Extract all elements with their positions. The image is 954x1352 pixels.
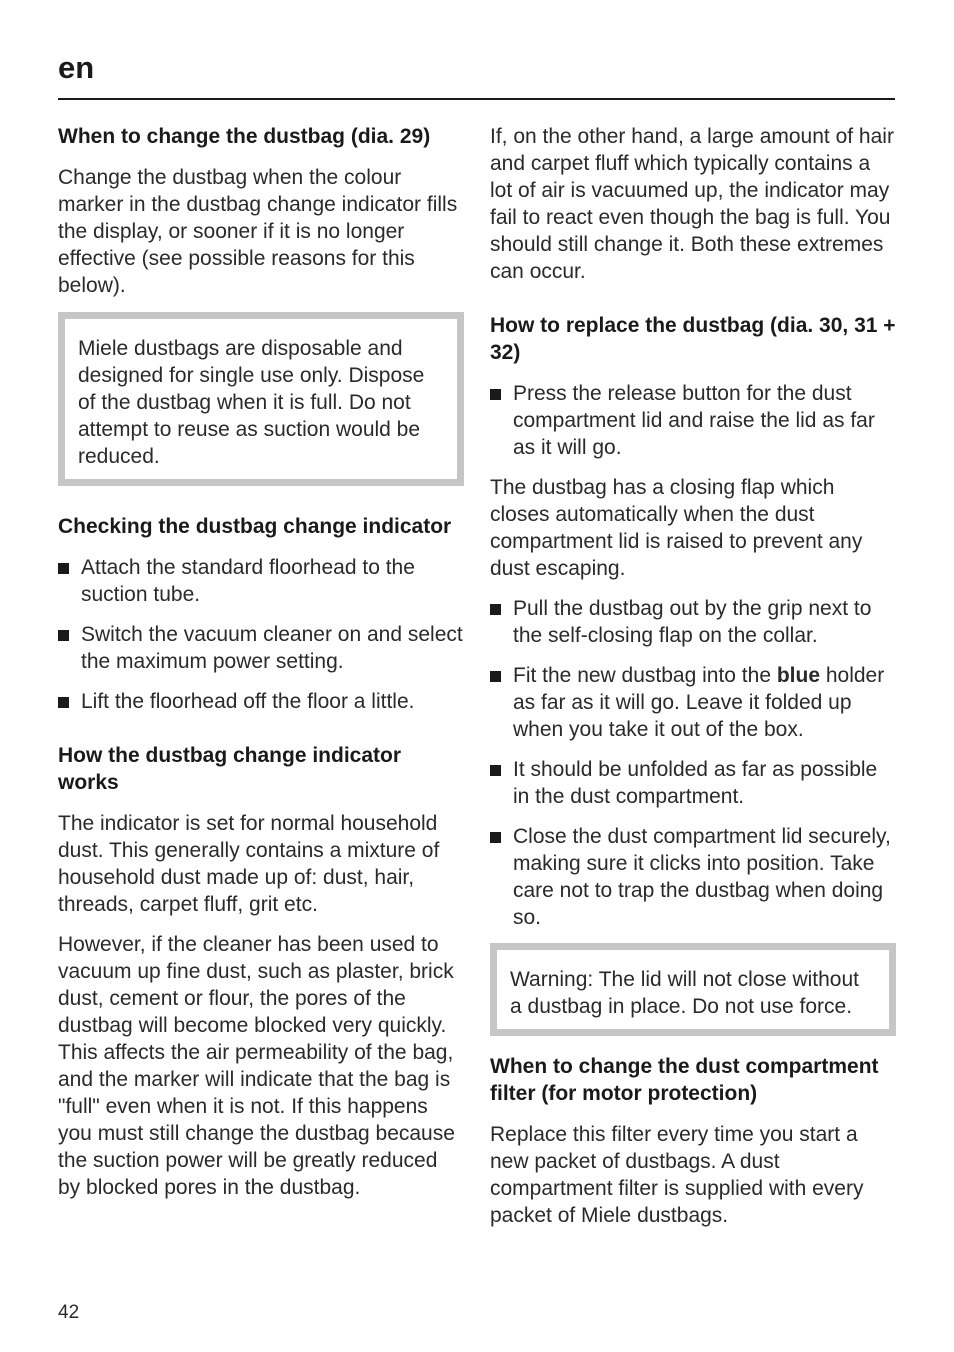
note-box [58,312,464,486]
header-divider [58,98,895,100]
paragraph: Change the dustbag when the colour marker in the dustbag change indicator fills the display, or sooner if it is no longer effective (see possible reasons for this below). [58,166,458,297]
list-item: Pull the dustbag out by the grip next to the self-closing flap on the collar. [490,595,896,649]
right-column [490,123,896,1229]
paragraph: The indicator is set for normal household dust. This generally contains a mixture of household dust made up of: dust, hair, threads, carpet fluff, grit etc. [58,812,440,916]
bullet-list [58,554,464,715]
bullet-square-icon [58,697,69,708]
list-item: Attach the standard floorhead to the suction tube. [58,554,464,608]
bullet-square-icon [58,630,69,641]
bullet-square-icon [490,765,501,776]
list-item: Close the dust compartment lid securely, making sure it clicks into position. Take care not to trap the dustbag when doing so. [490,823,896,931]
list-item: Press the release button for the dust compartment lid and raise the lid as far as it will go. [490,380,896,461]
language-code: en [58,50,95,85]
warning-text: Warning: The lid will not close without a dustbag in place. Do not use force. [510,968,859,1018]
list-item: Lift the floorhead off the floor a little. [58,688,464,715]
list-item: It should be unfolded as far as possible in the dust compartment. [490,756,896,810]
page-number: 42 [58,1302,80,1323]
bullet-list [490,380,896,461]
section-heading-dust-compartment-filter: When to change the dust compartment filter (for motor protection) [490,1055,879,1105]
section-heading-when-to-change: When to change the dustbag (dia. 29) [58,125,431,148]
left-column [58,123,464,1201]
bullet-square-icon [490,832,501,843]
note-text: Miele dustbags are disposable and designed for single use only. Dispose of the dustbag when it is full. Do not attempt to reuse as suction would be reduced. [78,337,425,468]
bullet-square-icon [490,671,501,682]
bullet-square-icon [58,563,69,574]
paragraph: Replace this filter every time you start a new packet of dustbags. A dust compartment filter is supplied with every packet of Miele dustbags. [490,1123,864,1227]
emphasis-blue: blue [776,664,821,687]
section-heading-how-indicator-works: How the dustbag change indicator works [58,744,402,794]
paragraph: If, on the other hand, a large amount of hair and carpet fluff which typically contains a lot of air is vacuumed up, the indicator may fail to react even though the bag is full. You should still change it. Both these extremes can occur. [490,125,894,283]
list-item: Fit the new dustbag into the blue holder as far as it will go. Leave it folded up when you take it out of the box. [490,662,896,743]
paragraph: However, if the cleaner has been used to vacuum up fine dust, such as plaster, brick dust, cement or flour, the pores of the dustbag will become blocked very quickly. This affects the air permeability of the bag, and the marker will indicate that the bag is "full" even when it is not. If this happens you must still change the dustbag because the suction power will be greatly reduced by blocked pores in the dustbag. [58,933,455,1199]
bullet-list [490,595,896,931]
bullet-square-icon [490,604,501,615]
warning-box [490,943,896,1036]
section-heading-how-to-replace: How to replace the dustbag (dia. 30, 31 + 32) [490,314,896,364]
bullet-square-icon [490,389,501,400]
paragraph: The dustbag has a closing flap which closes automatically when the dust compartment lid is raised to prevent any dust escaping. [490,476,863,580]
list-item: Switch the vacuum cleaner on and select the maximum power setting. [58,621,464,675]
section-heading-checking-indicator: Checking the dustbag change indicator [58,515,452,538]
